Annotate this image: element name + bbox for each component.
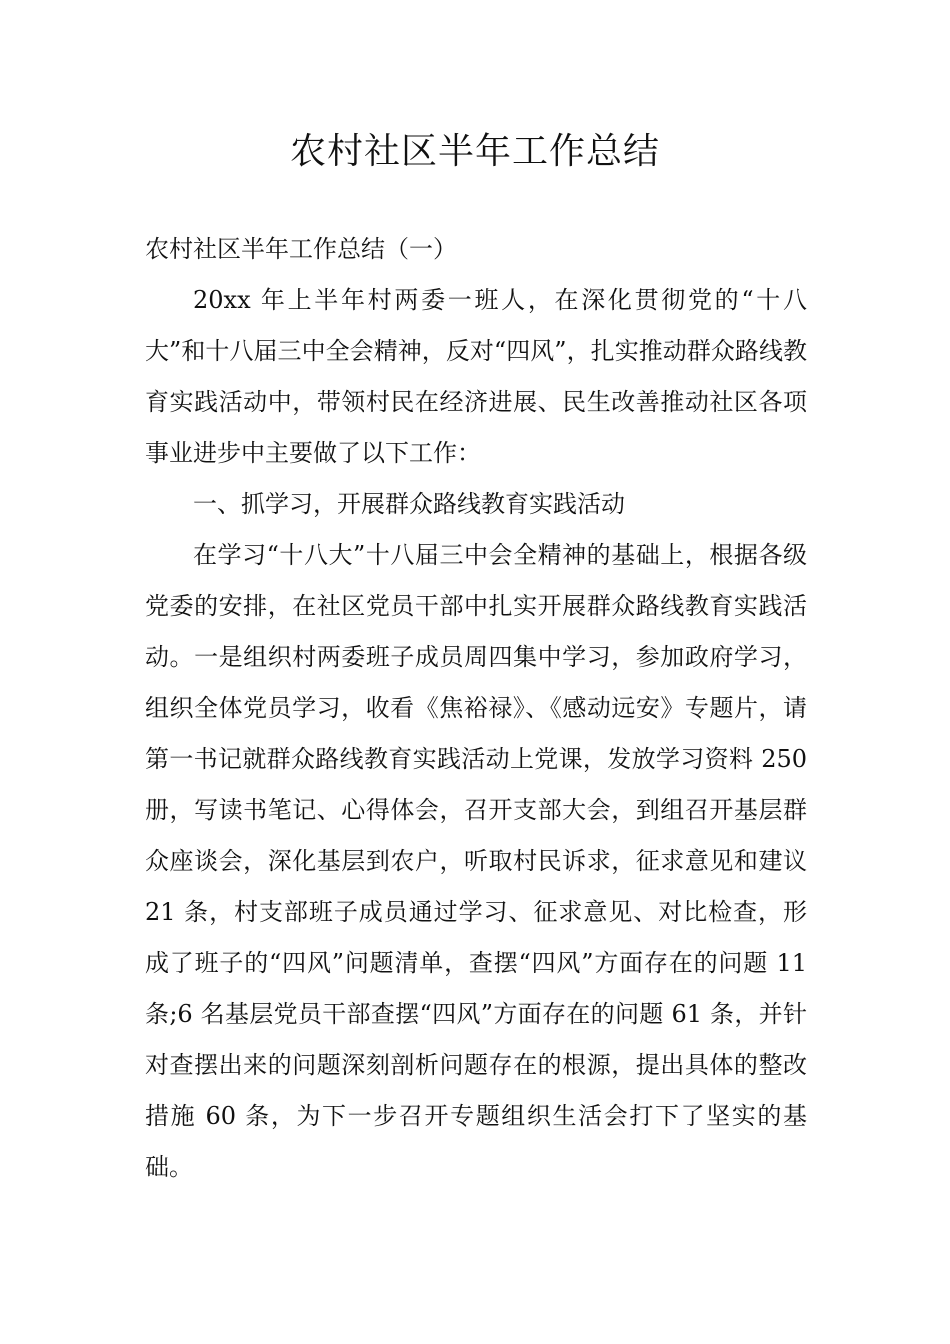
document-body: [145, 224, 807, 1193]
paragraph-study: 在学习“十八大”十八届三中会全精神的基础上，根据各级党委的安排，在社区党员干部中扎实开展群众路线教育实践活动。一是组织村两委班子成员周四集中学习，参加政府学习，组织全体党员学习，收看《焦裕禄》、《感动远安》专题片，请第一书记就群众路线教育实践活动上党课，发放学习资料 250 册，写读书笔记、心得体会，召开支部大会，到组召开基层群众座谈会，深化基层到农户，听取村民诉求，征求意见和建议 21 条，村支部班子成员通过学习、征求意见、对比检查，形成了班子的“四风”问题清单，查摆“四风”方面存在的问题 11 条;6 名基层党员干部查摆“四风”方面存在的问题 61 条，并针对查摆出来的问题深刻剖析问题存在的根源，提出具体的整改措施 60 条，为下一步召开专题组织生活会打下了坚实的基础。: [145, 541, 807, 1181]
section-subtitle: 农村社区半年工作总结（一）: [145, 235, 457, 263]
document-title: 农村社区半年工作总结: [289, 131, 660, 172]
paragraph-intro: 20xx 年上半年村两委一班人，在深化贯彻党的“十八大”和十八届三中全会精神，反对“四风”，扎实推动群众路线教育实践活动中，带领村民在经济进展、民生改善推动社区各项事业进步中主要做了以下工作：: [145, 286, 807, 467]
section-heading: 一、抓学习，开展群众路线教育实践活动: [193, 490, 625, 518]
